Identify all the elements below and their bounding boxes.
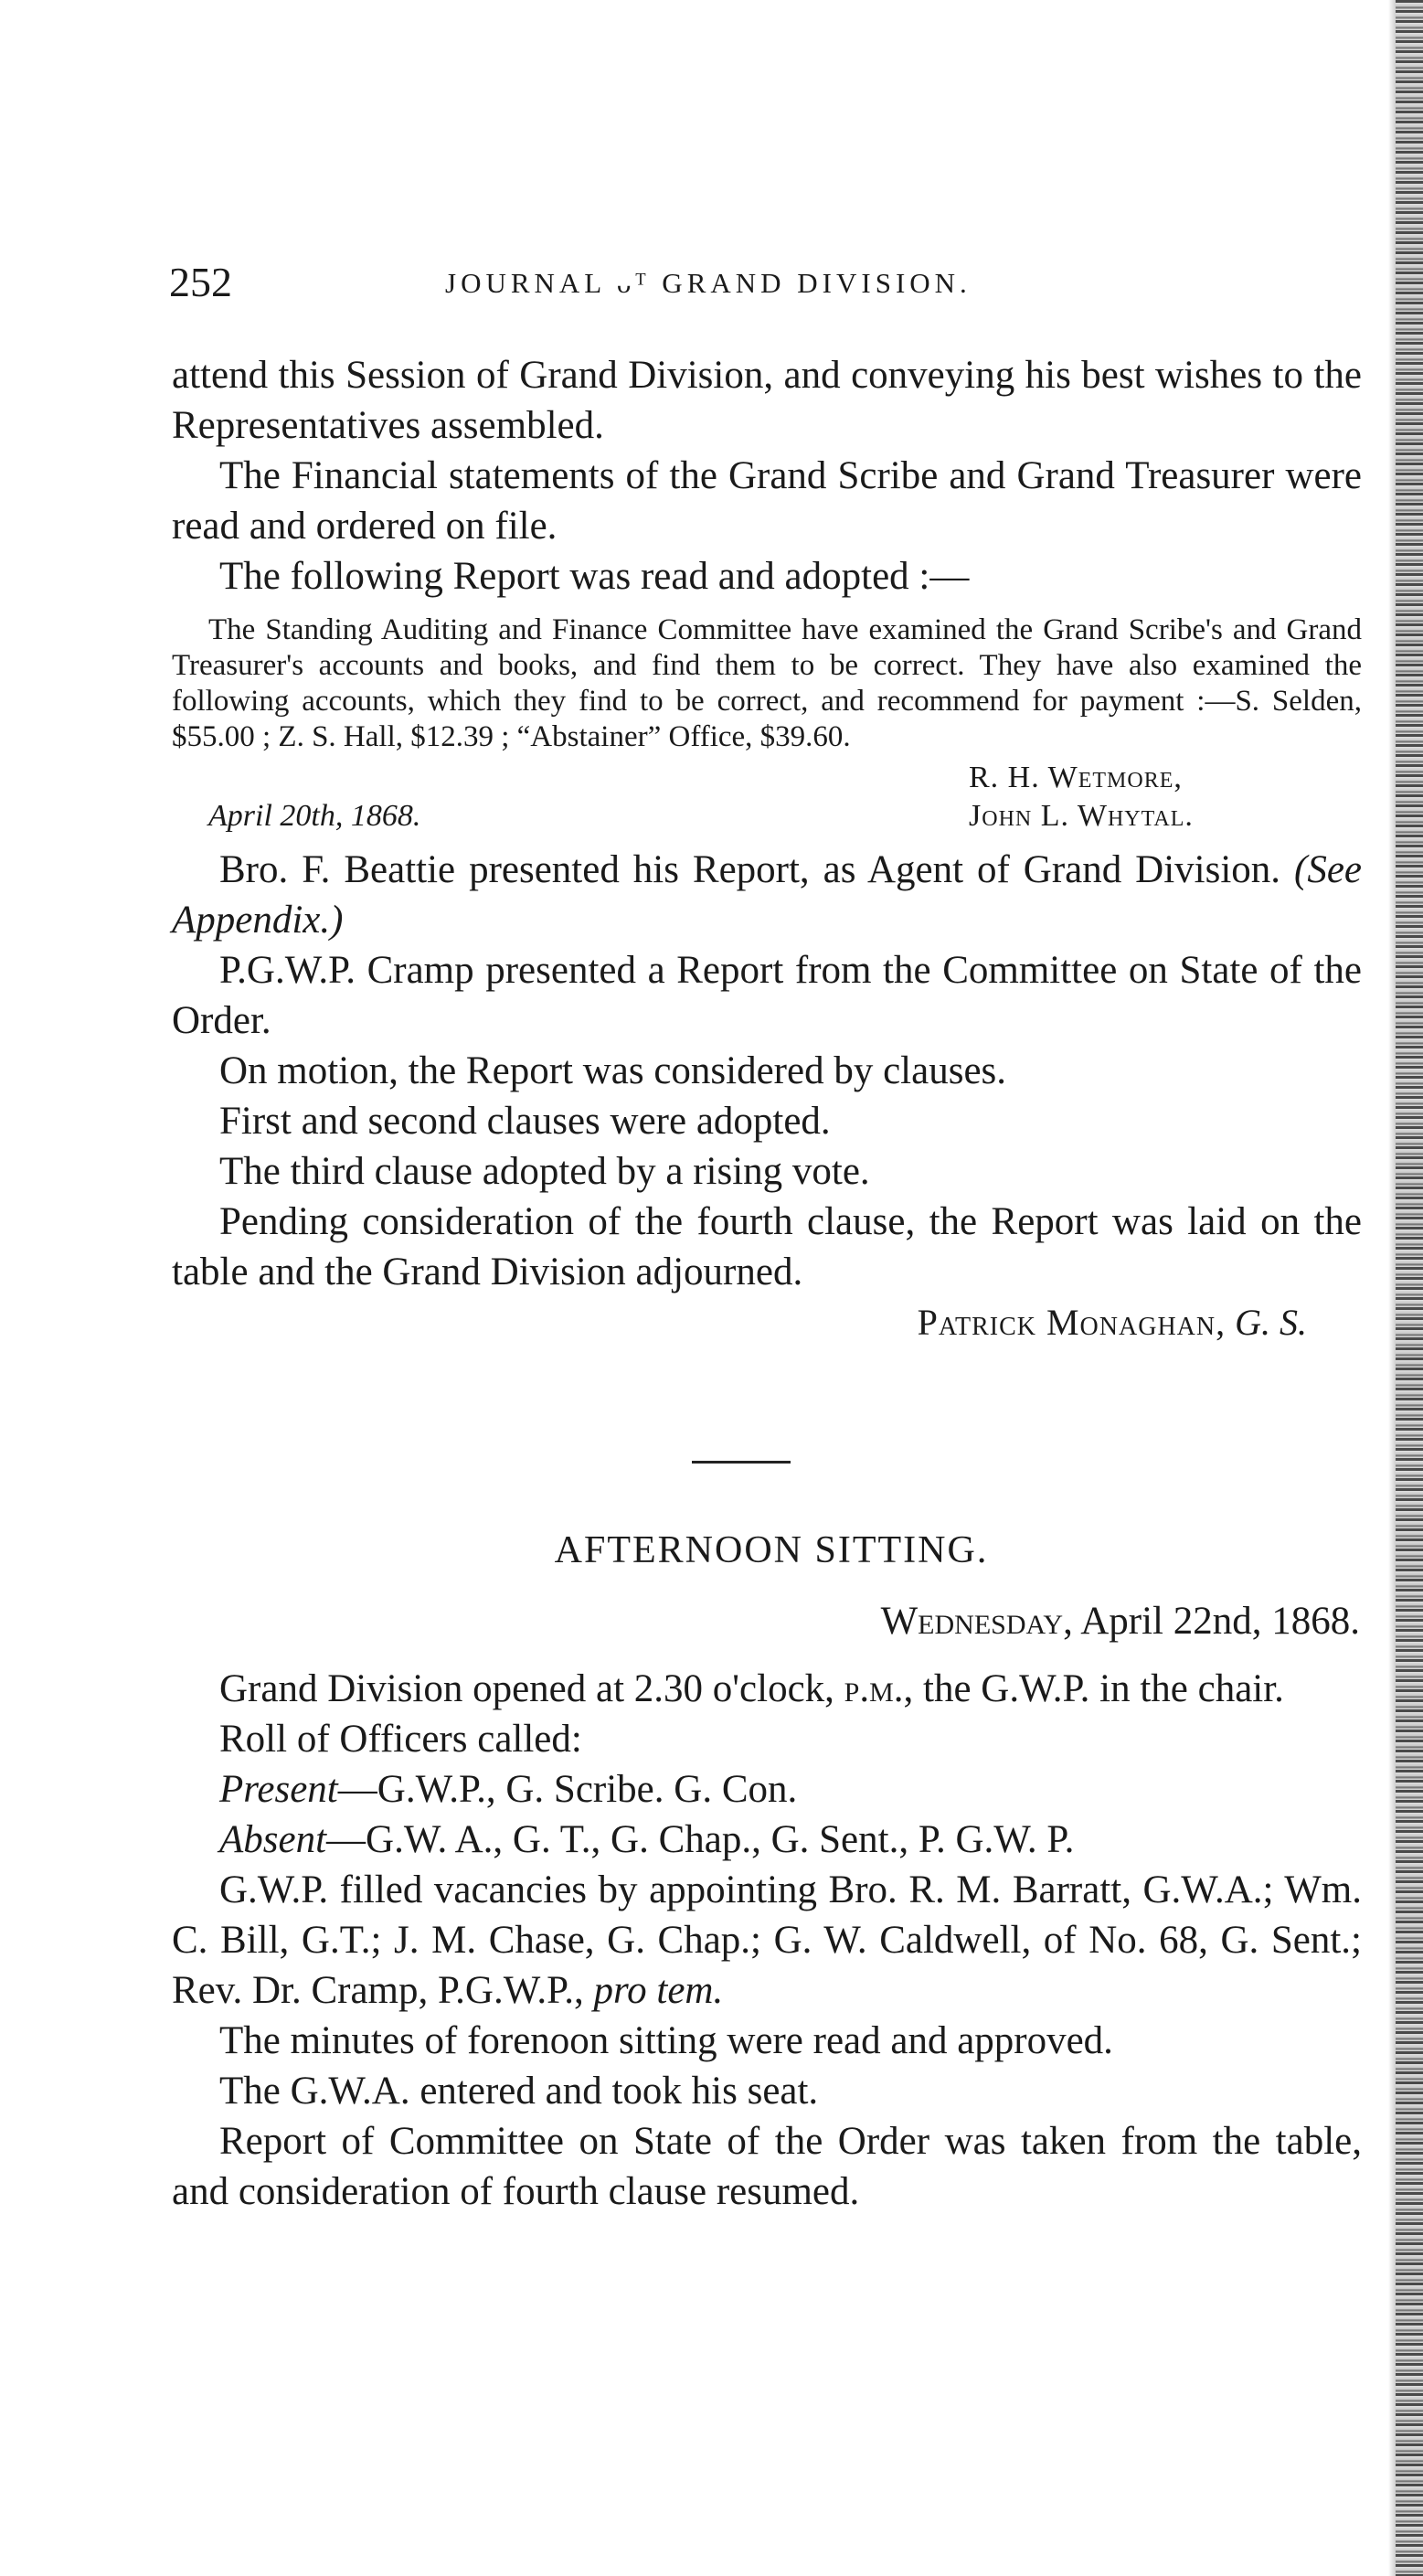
opened-after: the G.W.P. in the chair. bbox=[923, 1667, 1284, 1710]
absent-text: —G.W. A., G. T., G. Chap., G. Sent., P. G.W. P. bbox=[326, 1818, 1075, 1861]
appendix-note: (See Appendix.) bbox=[172, 848, 1363, 942]
scribe-name: Patrick Monaghan, bbox=[917, 1302, 1227, 1343]
cramp-paragraph: P.G.W.P. Cramp presented a Report from the Committee on State of the Order. bbox=[172, 949, 1362, 1042]
signatory-wetmore: R. H. Wetmore, bbox=[969, 761, 1183, 794]
scribe-title: G. S. bbox=[1235, 1302, 1307, 1343]
roll-line: Roll of Officers called: bbox=[219, 1718, 582, 1761]
opening-paragraph: attend this Session of Grand Division, and conveying his best wishes to the Representatives assembled. bbox=[172, 354, 1362, 447]
committee-paragraph: Report of Committee on State of the Order was taken from the table, and consideration of fourth clause resumed. bbox=[172, 2120, 1362, 2213]
report-date: April 20th, 1868. bbox=[208, 799, 421, 833]
afternoon-date: April 22nd, 1868. bbox=[1080, 1600, 1360, 1643]
signatory-block bbox=[172, 755, 1362, 837]
vacancies-text: G.W.P. filled vacancies by appointing Bro. R. M. Barratt, G.W.A.; Wm. C. Bill, G.T.; J. M. Chase, G. Chap.; G. W. Caldwell, of No. 68, G. Sent.; Rev. Dr. Cramp, P.G.W.P., bbox=[172, 1868, 1362, 2012]
auditing-report: The Standing Auditing and Finance Committee have examined the Grand Scribe's and Grand Treasurer's accounts and books, and find them to be correct. They have also examined the following accounts, which they find to be correct, and recommend for payment :—S. Selden, $55.00 ; Z. S. Hall, $12.39 ; “Abstainer” Office, $39.60. bbox=[172, 613, 1362, 753]
gwa-line: The G.W.A. entered and took his seat. bbox=[219, 2070, 819, 2113]
present-label: Present bbox=[219, 1768, 338, 1811]
page-number: 252 bbox=[169, 259, 232, 305]
absent-label: Absent bbox=[219, 1818, 327, 1861]
adjourned-paragraph: Pending consideration of the fourth clause, the Report was laid on the table and the Grand Division adjourned. bbox=[172, 1200, 1362, 1293]
present-line bbox=[172, 1764, 1362, 1815]
page-header bbox=[169, 258, 1362, 313]
afternoon-section bbox=[172, 1525, 1362, 2217]
beattie-text: Bro. F. Beattie presented his Report, as Agent of Grand Division. bbox=[219, 848, 1281, 891]
report-intro: The following Report was read and adopted :— bbox=[219, 555, 970, 598]
page-edge bbox=[1396, 0, 1423, 2576]
running-title: JOURNAL ᴗᵀ GRAND DIVISION. bbox=[445, 267, 972, 299]
vacancies-paragraph bbox=[172, 1865, 1362, 2016]
opened-paragraph bbox=[172, 1664, 1362, 1714]
scribe-signature bbox=[172, 1297, 1362, 1348]
opened-before: Grand Division opened at 2.30 o'clock, bbox=[219, 1667, 834, 1710]
opened-pm: p.m., bbox=[844, 1667, 914, 1710]
afternoon-heading: AFTERNOON SITTING. bbox=[554, 1529, 989, 1571]
rising-vote-line: The third clause adopted by a rising vote. bbox=[219, 1150, 870, 1193]
financial-paragraph: The Financial statements of the Grand Scribe and Grand Treasurer were read and ordered on file. bbox=[172, 454, 1362, 548]
present-text: —G.W.P., G. Scribe. G. Con. bbox=[337, 1768, 798, 1811]
beattie-paragraph bbox=[172, 845, 1362, 945]
clauses-adopted-line: First and second clauses were adopted. bbox=[219, 1100, 831, 1143]
afternoon-dateline bbox=[172, 1596, 1362, 1647]
section-divider bbox=[692, 1461, 791, 1464]
absent-line bbox=[172, 1815, 1362, 1865]
pro-tem: pro tem. bbox=[593, 1969, 724, 2012]
forenoon-section bbox=[172, 350, 1362, 1348]
minutes-line: The minutes of forenoon sitting were read and approved. bbox=[219, 2019, 1113, 2062]
signatory-whytal: John L. Whytal. bbox=[969, 799, 1194, 833]
page-edge-shadow bbox=[1388, 0, 1396, 2576]
afternoon-day: Wednesday, bbox=[880, 1600, 1073, 1643]
motion-line: On motion, the Report was considered by clauses. bbox=[219, 1049, 1007, 1092]
